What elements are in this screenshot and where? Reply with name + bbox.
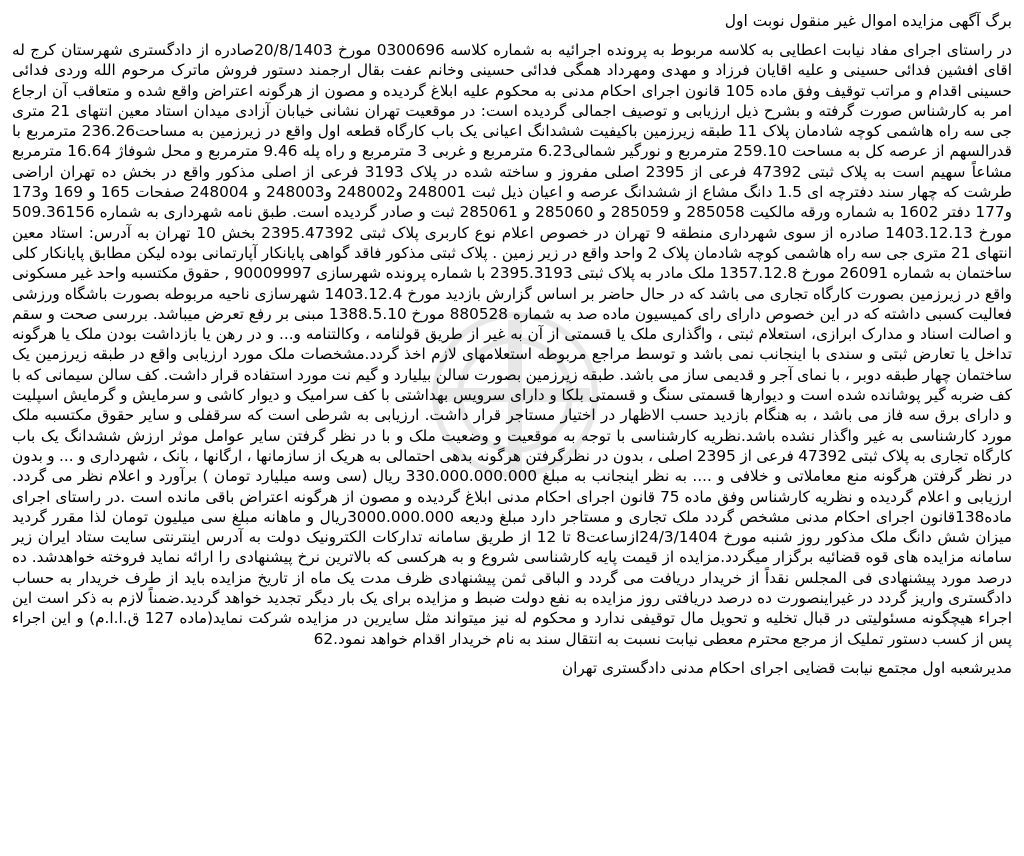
notice-signature: مدیرشعبه اول مجتمع نیابت قضایی اجرای احکام مدنی دادگستری تهران <box>561 658 1012 677</box>
notice-title: برگ آگهی مزایده اموال غیر منقول نوبت اول <box>724 12 1012 30</box>
notice-body: در راستای اجرای مفاد نیابت اعطایی به کلاسه مربوط به پرونده اجرائیه به شماره کلاسه 0300696 مورخ 20/8/1403صادره از دادگستری شهرستان کرج له اقای افشین فدائی حسینی و علیه اقایان فرزاد و مهدی ومهرداد همگی فدائی حسینی وخانم عفت بقال ارجمند دستور فروش ماترک مرحوم الله وردی فدائی حسینی اقدام و مراتب توقیف وفق ماده 105 قانون اجرای احکام مدنی به محکوم علیه ابلاغ گردیده و مصون از هرگونه اعتراض واقع شده و متعاقب آن ارجاع امر به کارشناس صورت گرفته و بشرح ذیل ارزیابی و توصیف اجمالی گردیده است: در موقعیت تهران نشانی خیابان آزادی میدان استاد معین انتهای 21 متری جی سه راه هاشمی کوچه شادمان پلاک 11 طبقه زیرزمین باکیفیت ششدانگ اعیانی یک باب کارگاه قطعه اول واقع در زیرزمین به مساحت236.26 مترمربع با قدرالسهم از عرصه کل به مساحت 259.10 مترمربع و نورگیر شمالی6.23 مترمربع و غربی 3 مترمربع و راه پله 9.46 مترمربع و محل شوفاژ 16.64 مترمربع مشاعاً سهیم است به پلاک ثبتی 47392 فرعی از 2395 اصلی مفروز و ساخته شده در پلاک 3193 فرعی از اصلی مذکور واقع در بخش ده تهران اراضی طرشت که چهار سند دفترچه ای 1.5 دانگ مشاع از ششدانگ عرصه و اعیان ذیل ثبت 248001 و248002 و248003 و 248004 صفحات 165 و 169 و173 و177 دفتر 1602 به شماره ورقه مالکیت 285058 و 285059 و 285060 و 285061 ثبت و صادر گردیده است. طبق نامه شهرداری به شماره 509.36156 مورخ 1403.12.13 صادره از سوی شهرداری منطقه 9 تهران در خصوص اعلام نوع کاربری پلاک ثبتی 2395.47392 بخش 10 تهران به آدرس: استاد معین انتهای 21 متری جی سه راه هاشمی کوچه شادمان پلاک 2 واحد واقع در زیر زمین . پلاک ثبتی مذکور فاقد گواهی پایانکار آپارتمانی بوده لیکن مطابق پایانکار کلی ساختمان به شماره 26091 مورخ 1357.12.8 ملک مادر به پلاک ثبتی 2395.3193 با شماره پرونده شهرسازی 90009997 , حقوق مکتسبه واحد غیر مسکونی واقع در زیرزمین بصورت کارگاه تجاری می باشد که در حال حاضر بر اساس گزارش بازدید مورخ 1403.12.4 شهرسازی ناحیه مربوطه بصورت باشگاه ورزشی فعالیت کسبی داشته که در این خصوص دارای رای کمیسیون ماده صد به شماره 880528 مورخ 1388.5.10 مبنی بر رفع تعرض میباشد. بررسی صحت و سقم و اصالت اسناد و مدارک ابرازی، استعلام ثبتی ، واگذاری ملک یا قسمتی از آن به غیر از طریق قولنامه ، وکالتنامه و... و در رهن یا بازداشت بودن ملک یا هرگونه تداخل یا تعارض ثبتی و سندی با اینجانب نمی باشد و توسط مراجع مربوطه استعلامهای لازم اخذ گردد.مشخصات ملک مورد ارزیابی واقع در طبقه زیرزمین یک ساختمان چهار طبقه دوبر ، با نمای آجر و قدیمی ساز می باشد. طبقه زیرزمین بصورت سالن بیلیارد و گیم نت مورد استفاده قرار داشت. کف سالن سیمانی که با کف ضربه گیر پوشانده شده است و دیوارها قسمتی سنگ و قسمتی بلکا و دارای سرویس بهداشتی با کف سرامیک و دیوار کاشی و سرمایش و گرمایش اسپلیت و دارای برق سه فاز می باشد ، به هنگام بازدید حسب الاظهار در اختیار مستاجر قرار داشت. ارزیابی به شرطی است که سرقفلی و سایر حقوق مکتسبه ملک مورد کارشناسی به غیر واگذار نشده باشد.نظریه کارشناسی با توجه به موقعیت و وضعیت ملک و با در نظر گرفتن سایر عوامل موثر ارزش ششدانگ یک باب کارگاه تجاری به پلاک ثبتی 47392 فرعی از 2395 اصلی ، بدون در نظرگرفتن هرگونه بدهی احتمالی به هریک از سازمانها ، ارگانها ، بانک ، شهرداری و ... و بدون در نظر گرفتن هرگونه منع معاملاتی و خلافی و .... به نظر اینجانب به مبلغ 330.000.000.000 ریال (سی وسه میلیارد تومان ) برآورد و اعلام نظر می گردد. ارزیابی و اعلام گردیده و نظریه کارشناس وفق ماده 75 قانون اجرای احکام مدنی ابلاغ گردیده و مصون از هرگونه اعتراض باقی مانده است .در راستای اجرای ماده138قانون اجرای احکام مدنی مشخص گردد ملک تجاری و مستاجر دارد مبلغ ودیعه 3000.000.000ریال و ماهانه مبلغ سی میلیون تومان لذا مقرر گردید میزان شش دانگ ملک مذکور روز شنبه مورخ 24/3/1404ازساعت8 تا 12 از طریق سامانه تدارکات الکترونیک دولت به آدرس اینترنتی سایت ستاد ایران زیر سامانه مزایده های قوه قضائیه برگزار میگردد.مزایده از قیمت پایه کارشناسی شروع و به هرکسی که بالاترین نرخ پیشنهادی را ارائه نماید فروخته خواهدشد. ده درصد مورد پیشنهادی فی المجلس نقداً از خریدار دریافت می گردد و الباقی ثمن پیشنهادی ظرف مدت یک ماه از تاریخ مزایده باید از طرف خریدار به حساب دادگستری واریز گردد در غیراینصورت ده درصد دریافتی روز مزایده به نفع دولت ضبط و مزایده برای یک بار دیگر تجدید خواهد گردید.ضمناً لازم به ذکر است این اجراء هیچگونه مسئولیتی در قبال تخلیه و تحویل مال توقیفی ندارد و محکوم له نیز میتواند مثل سایرین در مزایده شرکت نماید(ماده 127 ق.ا.ا.م) و این اجراء پس از کسب دستور تملیک از مرجع محترم معطی نیابت نسبت به انتقال سند به نام خریدار اقدام خواهد نمود.62 <box>12 41 1013 648</box>
